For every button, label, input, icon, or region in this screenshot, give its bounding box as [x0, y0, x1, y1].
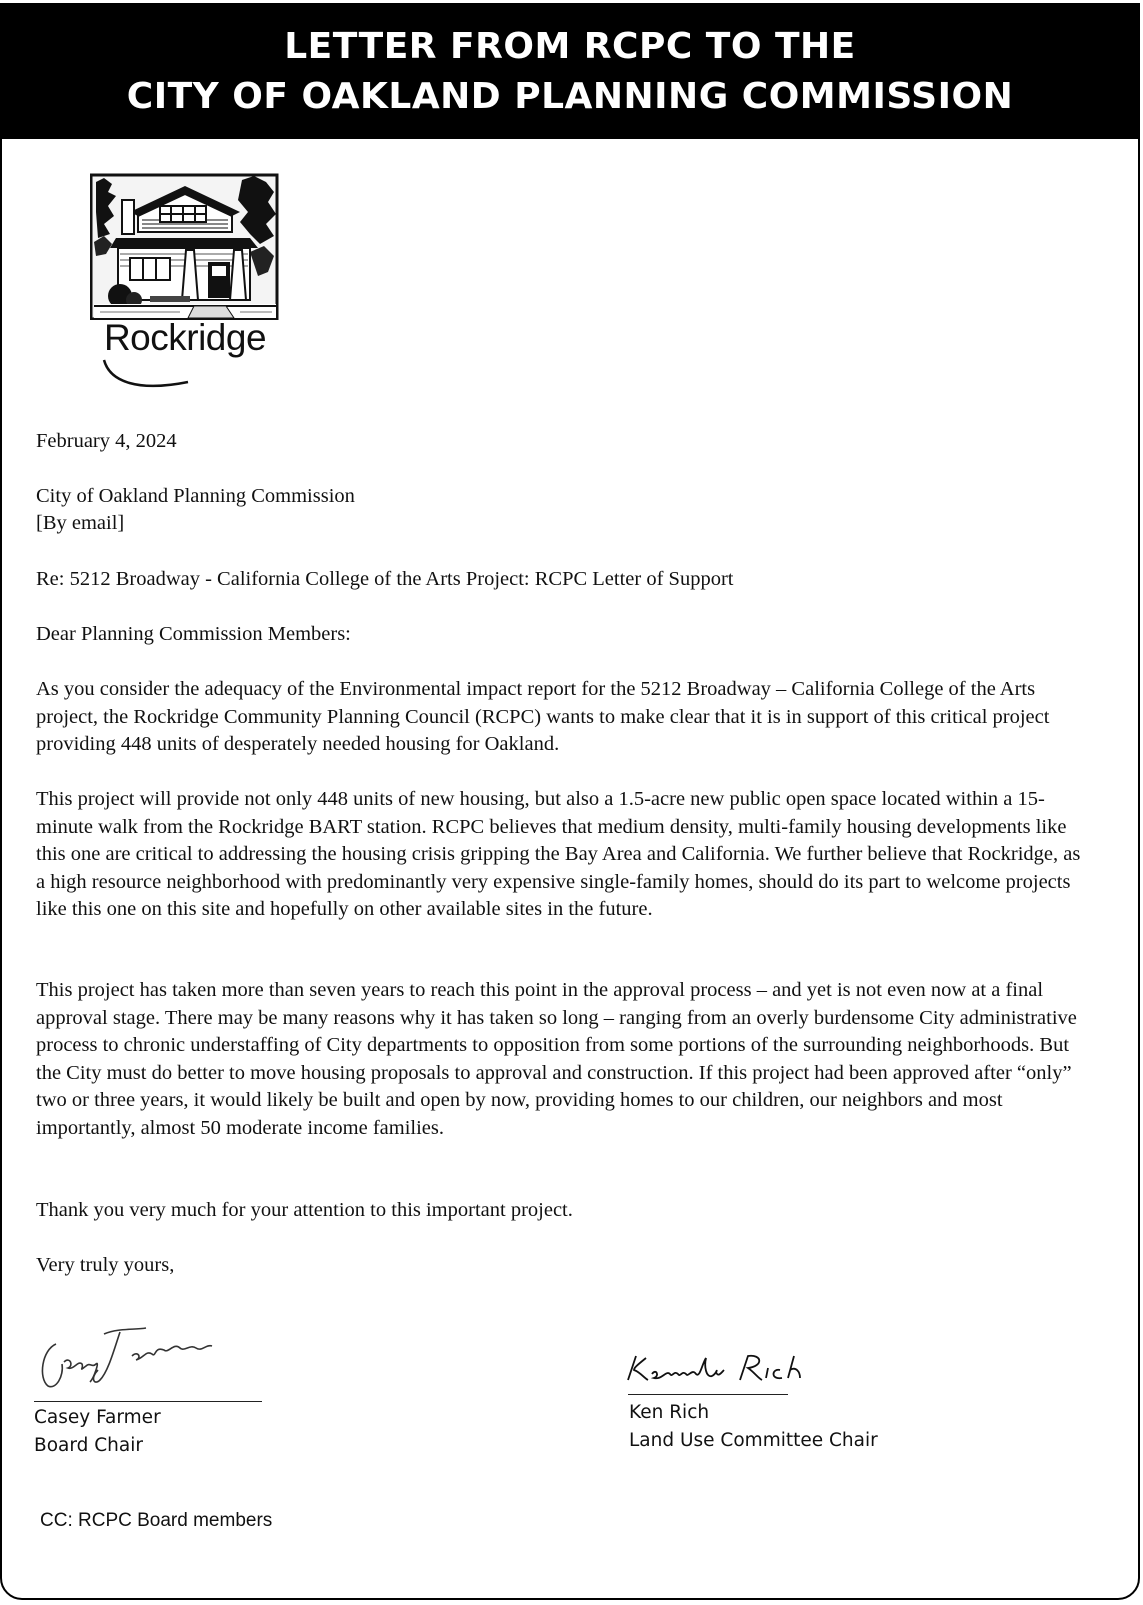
signature-line-1 — [34, 1401, 262, 1402]
rockridge-logo — [90, 172, 280, 394]
recipient-name: City of Oakland Planning Commission — [36, 485, 355, 507]
letter-date: February 4, 2024 — [36, 430, 177, 452]
signer-1-title: Board Chair — [34, 1435, 143, 1456]
header-title-line-1: LETTER FROM RCPC TO THE — [284, 26, 856, 67]
cc-line: CC: RCPC Board members — [40, 1510, 273, 1531]
header-title-line-2: CITY OF OAKLAND PLANNING COMMISSION — [126, 76, 1014, 117]
logo-swoosh-icon — [98, 358, 208, 394]
signer-2-name: Ken Rich — [629, 1402, 710, 1423]
signer-2-title: Land Use Committee Chair — [629, 1430, 878, 1451]
signer-1-name: Casey Farmer — [34, 1407, 161, 1428]
body-paragraph-3: This project has taken more than seven years to reach this point in the approval process – and yet is not even now at a final approval stage. There may be many reasons why it has taken so long – ranging from an overly burdensome City administrative process to chronic understaffing of City departments to opposition from some portions of the surrounding neighborhoods. But the City must do better to move housing proposals to approval and construction. If this project had been approved after “only” two or three years, it would likely be built and open by now, providing homes to our children, our neighbors and most importantly, almost 50 moderate income families. — [36, 979, 1077, 1139]
signature-line-2 — [628, 1394, 788, 1395]
house-illustration-icon — [90, 172, 280, 320]
salutation: Dear Planning Commission Members: — [36, 623, 351, 645]
body-paragraph-2: This project will provide not only 448 units of new housing, but also a 1.5-acre new public open space located within a 15-minute walk from the Rockridge BART station. RCPC believes that medium density, multi-family housing developments like this one are critical to addressing the housing crisis gripping the Bay Area and California. We further believe that Rockridge, as a high resource neighborhood with predominantly very expensive single-family homes, should do its part to welcome projects like this one on this site and hopefully on other available sites in the future. — [36, 788, 1081, 920]
body-paragraph-1: As you consider the adequacy of the Environmental impact report for the 5212 Broadway – California College of the Arts project, the Rockridge Community Planning Council (RCPC) wants to make clear that it is in support of this critical project providing 448 units of desperately needed housing for Oakland. — [36, 678, 1050, 755]
kenneth-rich-signature — [622, 1350, 804, 1386]
casey-farmer-signature — [34, 1316, 224, 1396]
delivery-method: [By email] — [36, 512, 125, 534]
logo-wordmark: Rockridge — [103, 317, 267, 358]
subject-line: Re: 5212 Broadway - California College of the Arts Project: RCPC Letter of Support — [36, 568, 734, 590]
closing-line: Very truly yours, — [36, 1254, 175, 1276]
thanks-line: Thank you very much for your attention to this important project. — [36, 1199, 573, 1221]
header-banner — [0, 3, 1140, 139]
